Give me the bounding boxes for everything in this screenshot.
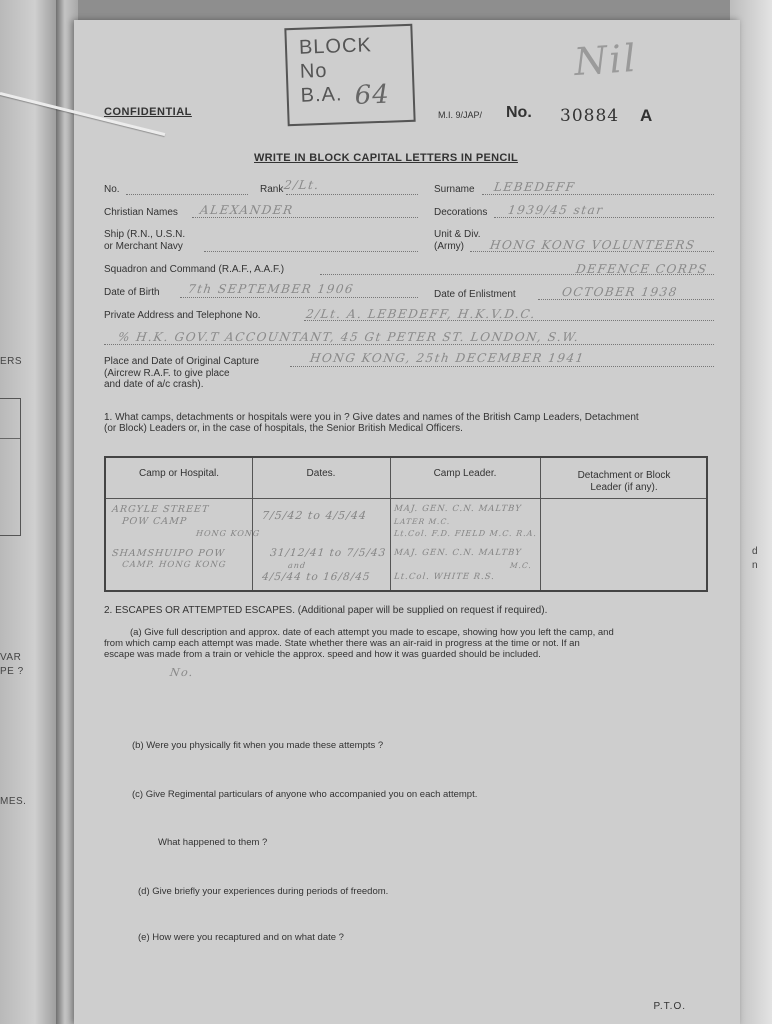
table-cell-leader: MAJ. GEN. C.N. MALTBY [393, 548, 523, 558]
stamp-line-block: BLOCK [298, 34, 373, 59]
camps-table [104, 456, 708, 592]
question-2a-answer: No. [169, 666, 195, 679]
table-cell-camp: POW CAMP [121, 516, 188, 527]
decorations-label: Decorations [434, 207, 488, 218]
question-2a-text-3: escape was made from a train or vehicle the approx. speed and how it was guarded should be included. [104, 649, 541, 660]
serial-suffix: A [640, 106, 653, 125]
question-2c-followup: What happened to them ? [158, 837, 268, 848]
table-cell-dates: and [287, 561, 307, 570]
table-header-rule [106, 498, 706, 499]
question-2b-text: (b) Were you physically fit when you made these attempts ? [132, 740, 384, 751]
column-header-camp: Camp or Hospital. [138, 468, 220, 479]
rank-value: 2/Lt. [283, 178, 321, 192]
form-instruction: WRITE IN BLOCK CAPITAL LETTERS IN PENCIL [254, 152, 518, 164]
table-cell-leader: M.C. [509, 561, 533, 570]
dob-value: 7th SEPTEMBER 1906 [187, 282, 356, 296]
surname-label: Surname [434, 184, 475, 195]
stamp-number: 64 [354, 79, 391, 111]
right-page-fragment: d [752, 546, 758, 557]
address-value-2: % H.K. GOV.T ACCOUNTANT, 45 Gt PETER ST. LONDON, S.W. [117, 330, 581, 344]
column-header-leader: Camp Leader. [433, 468, 497, 479]
question-2d-text: (d) Give briefly your experiences during periods of freedom. [138, 886, 389, 897]
serial-number: 30884 [560, 106, 620, 126]
table-cell-camp: SHAMSHUIPO POW [111, 548, 226, 559]
number-symbol: No. [506, 104, 532, 121]
christian-names-field[interactable] [192, 217, 418, 218]
table-cell-dates: 31/12/41 to 7/5/43 [269, 547, 387, 559]
table-cell-camp: ARGYLE STREET [111, 504, 210, 515]
left-page-fragment: MES. [0, 796, 27, 807]
squadron-label: Squadron and Command (R.A.F., A.A.F.) [104, 264, 285, 275]
left-page-fragment: VAR [0, 652, 22, 663]
question-2e-text: (e) How were you recaptured and on what date ? [138, 932, 344, 943]
rank-label: Rank [260, 184, 284, 195]
capture-label-3: and date of a/c crash). [104, 379, 204, 390]
no-label: No. [104, 184, 120, 195]
capture-label: Place and Date of Original Capture [104, 356, 260, 367]
left-page-fragment: ERS [0, 356, 23, 367]
unit-label-2: (Army) [434, 241, 464, 252]
question-2a-text-2: from which camp each attempt was made. State whether there was an air-raid in progress at the time or not. If an [104, 638, 580, 649]
capture-field[interactable] [290, 366, 714, 367]
confidential-heading: CONFIDENTIAL [104, 106, 192, 118]
form-sheet [74, 20, 740, 1024]
ship-field[interactable] [204, 251, 418, 252]
ship-label: Ship (R.N., U.S.N. [104, 229, 186, 240]
enlistment-label: Date of Enlistment [434, 289, 516, 300]
table-cell-leader: Lt.Col. F.D. FIELD M.C. R.A. [393, 529, 538, 538]
table-cell-camp: CAMP. HONG KONG [121, 560, 227, 570]
column-header-dates: Dates. [306, 468, 336, 479]
question-1-text: 1. What camps, detachments or hospitals were you in ? Give dates and names of the British Camp Leaders, Detachment [104, 412, 639, 423]
block-stamp [284, 24, 415, 126]
capture-label-2: (Aircrew R.A.F. to give place [104, 368, 230, 379]
question-1-text-2: (or Block) Leaders or, in the case of hospitals, the Senior British Medical Officers. [104, 423, 463, 434]
address-field-2[interactable] [104, 344, 714, 345]
capture-value: HONG KONG, 25th DECEMBER 1941 [309, 351, 586, 365]
address-value-1: 2/Lt. A. LEBEDEFF, H.K.V.D.C. [305, 307, 537, 321]
rank-field[interactable] [286, 194, 418, 195]
ship-label-2: or Merchant Navy [104, 241, 183, 252]
decorations-field[interactable] [494, 217, 714, 218]
address-label: Private Address and Telephone No. [104, 310, 261, 321]
left-page-rule [0, 438, 20, 439]
left-page-box [0, 398, 21, 536]
left-page-fragment: PE ? [0, 666, 24, 677]
unit-value-2: DEFENCE CORPS [575, 262, 709, 276]
question-2c-text: (c) Give Regimental particulars of anyone who accompanied you on each attempt. [132, 789, 478, 800]
surname-value: LEBEDEFF [493, 180, 577, 194]
stamp-line-no: No [299, 59, 328, 83]
table-cell-dates: 4/5/44 to 16/8/45 [261, 571, 372, 583]
unit-label: Unit & Div. [434, 229, 481, 240]
dob-label: Date of Birth [104, 287, 160, 298]
christian-names-label: Christian Names [104, 207, 178, 218]
column-header-detachment-2: Leader (if any). [590, 482, 658, 493]
christian-names-value: ALEXANDER [199, 203, 295, 217]
question-2a-text: (a) Give full description and approx. date of each attempt you made to escape, showing how you left the camp, and [130, 627, 614, 638]
handwritten-annotation: Nil [572, 35, 640, 85]
dob-field[interactable] [180, 297, 418, 298]
table-cell-dates: 7/5/42 to 4/5/44 [261, 509, 368, 522]
table-cell-leader: LATER M.C. [393, 517, 451, 526]
table-cell-camp: HONG KONG [195, 529, 261, 538]
question-2-title: 2. ESCAPES OR ATTEMPTED ESCAPES. (Additional paper will be supplied on request if required). [104, 605, 548, 616]
unit-value-1: HONG KONG VOLUNTEERS [489, 238, 697, 252]
column-header-detachment: Detachment or Block [577, 470, 671, 481]
please-turn-over: P.T.O. [653, 1001, 686, 1012]
stamp-line-ba: B.A. [300, 83, 343, 107]
no-field[interactable] [126, 194, 248, 195]
enlistment-value: OCTOBER 1938 [561, 285, 679, 299]
right-page-fragment: n [752, 560, 758, 571]
mi-reference: M.I. 9/JAP/ [438, 110, 483, 120]
decorations-value: 1939/45 star [507, 203, 605, 217]
table-cell-leader: Lt.Col. WHITE R.S. [393, 572, 496, 582]
previous-page [0, 0, 58, 1024]
surname-field[interactable] [482, 194, 714, 195]
enlistment-field[interactable] [538, 299, 714, 300]
table-cell-leader: MAJ. GEN. C.N. MALTBY [393, 504, 523, 514]
